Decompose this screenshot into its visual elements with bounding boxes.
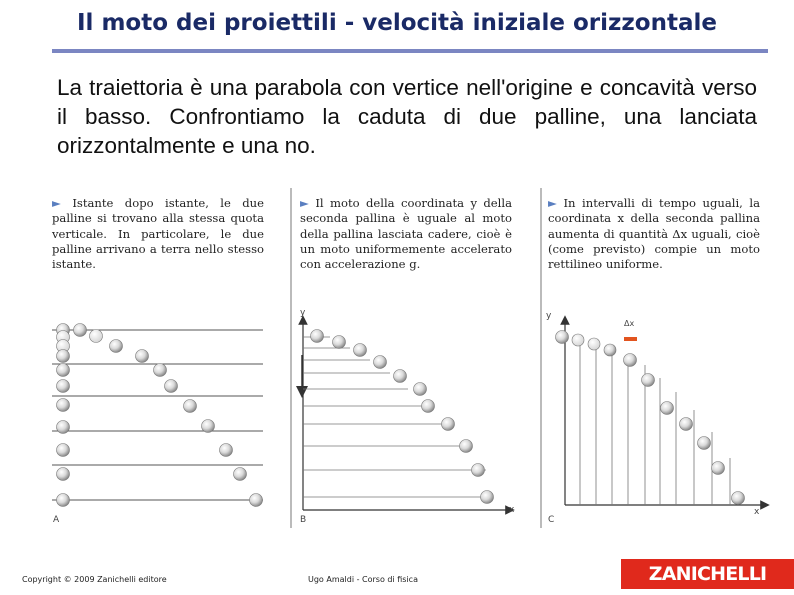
panel-a-arrow-icon: ►: [52, 196, 61, 210]
panel-c-figure: [556, 320, 766, 505]
panel-c-label: C: [548, 515, 555, 525]
panel-b-label: B: [300, 515, 307, 525]
slide-title: Il moto dei proiettili - velocità iniziale orizzontale: [77, 10, 717, 36]
panel-c-delta-label: Δx: [624, 319, 635, 328]
slide-body-text: La traiettoria è una parabola con vertice nell'origine e concavità verso il basso. Confrontiamo la caduta di due palline, una lanciata orizzontalmente e una no.: [57, 75, 757, 158]
footer-author: Ugo Amaldi - Corso di fisica: [308, 575, 418, 584]
panel-a-figure: [52, 324, 263, 507]
panel-a-label: A: [53, 515, 60, 525]
panel-c-x-axis-label: x: [754, 507, 760, 517]
footer-copyright: Copyright © 2009 Zanichelli editore: [22, 575, 167, 584]
panel-b-arrow-icon: ►: [300, 196, 309, 210]
publisher-logo: ZANICHELLI: [621, 559, 794, 589]
panel-b-caption-text: Il moto della coordinata y della seconda pallina è uguale al moto della pallina lasciata cadere, cioè è un moto uniformemente accelerato con accelerazione g.: [300, 196, 512, 272]
panel-c-arrow-icon: ►: [548, 196, 557, 210]
panel-b-x-axis-label: x: [509, 505, 515, 515]
panel-c-caption-text: In intervalli di tempo uguali, la coordinata x della seconda pallina aumenta di quantità Δx uguali, cioè (come previsto) compie un moto rettilineo uniforme.: [548, 196, 760, 272]
panel-c-y-axis-label: y: [546, 311, 552, 321]
delta-x-marker: [624, 337, 637, 341]
panel-b-figure: [302, 320, 510, 510]
panel-b-y-axis-label: y: [300, 308, 306, 318]
panel-a-caption-text: Istante dopo istante, le due palline si trovano alla stessa quota verticale. In particolare, le due palline arrivano a terra nello stesso istante.: [52, 196, 265, 272]
